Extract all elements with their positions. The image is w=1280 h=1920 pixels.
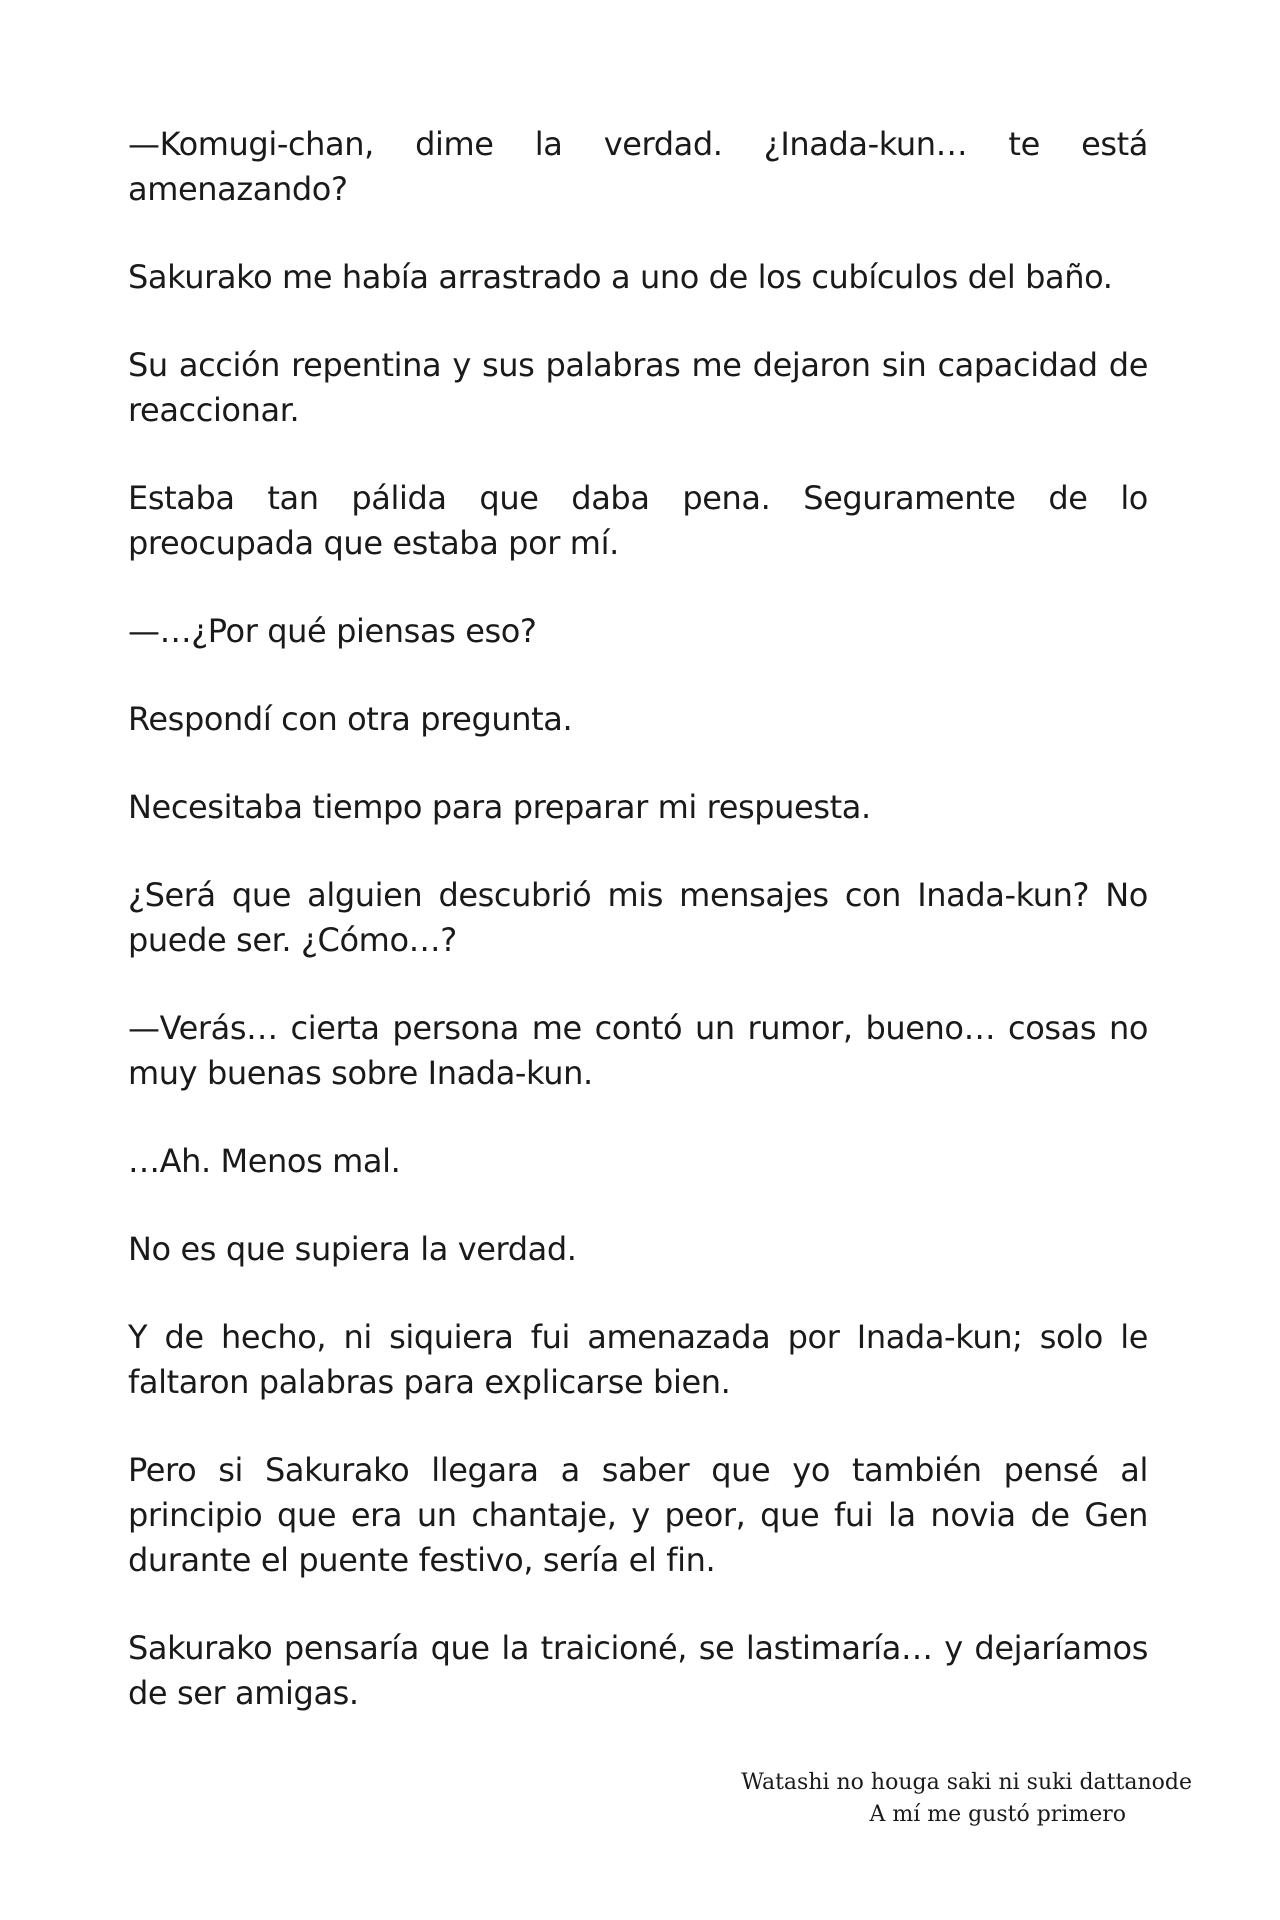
paragraph: Necesitaba tiempo para preparar mi respuesta. (128, 788, 871, 826)
footer-title-romaji: Watashi no houga saki ni suki dattanode (741, 1770, 1192, 1795)
paragraph: —Verás… cierta persona me contó un rumor, bueno… cosas no muy buenas sobre Inada-kun. (128, 1009, 1148, 1092)
footer-title-spanish: A mí me gustó primero (869, 1802, 1126, 1827)
paragraph: No es que supiera la verdad. (128, 1230, 577, 1268)
paragraph: Su acción repentina y sus palabras me dejaron sin capacidad de reaccionar. (128, 346, 1148, 429)
paragraph: —…¿Por qué piensas eso? (128, 612, 537, 650)
paragraph: ¿Será que alguien descubrió mis mensajes con Inada-kun? No puede ser. ¿Cómo…? (128, 876, 1148, 959)
body-text (128, 122, 1148, 1716)
paragraph: Sakurako me había arrastrado a uno de los cubículos del baño. (128, 258, 1113, 296)
paragraph: …Ah. Menos mal. (128, 1142, 401, 1180)
paragraph: Respondí con otra pregunta. (128, 700, 573, 738)
paragraph: —Komugi-chan, dime la verdad. ¿Inada-kun… te está amenazando? (128, 125, 1148, 208)
page-footer (592, 1767, 1192, 1831)
paragraph: Estaba tan pálida que daba pena. Seguramente de lo preocupada que estaba por mí. (128, 479, 1148, 562)
paragraph: Sakurako pensaría que la traicioné, se lastimaría… y dejaríamos de ser amigas. (128, 1629, 1148, 1712)
paragraph: Y de hecho, ni siquiera fui amenazada por Inada-kun; solo le faltaron palabras para explicarse bien. (128, 1318, 1148, 1401)
paragraph: Pero si Sakurako llegara a saber que yo también pensé al principio que era un chantaje, y peor, que fui la novia de Gen durante el puente festivo, sería el fin. (128, 1451, 1148, 1579)
